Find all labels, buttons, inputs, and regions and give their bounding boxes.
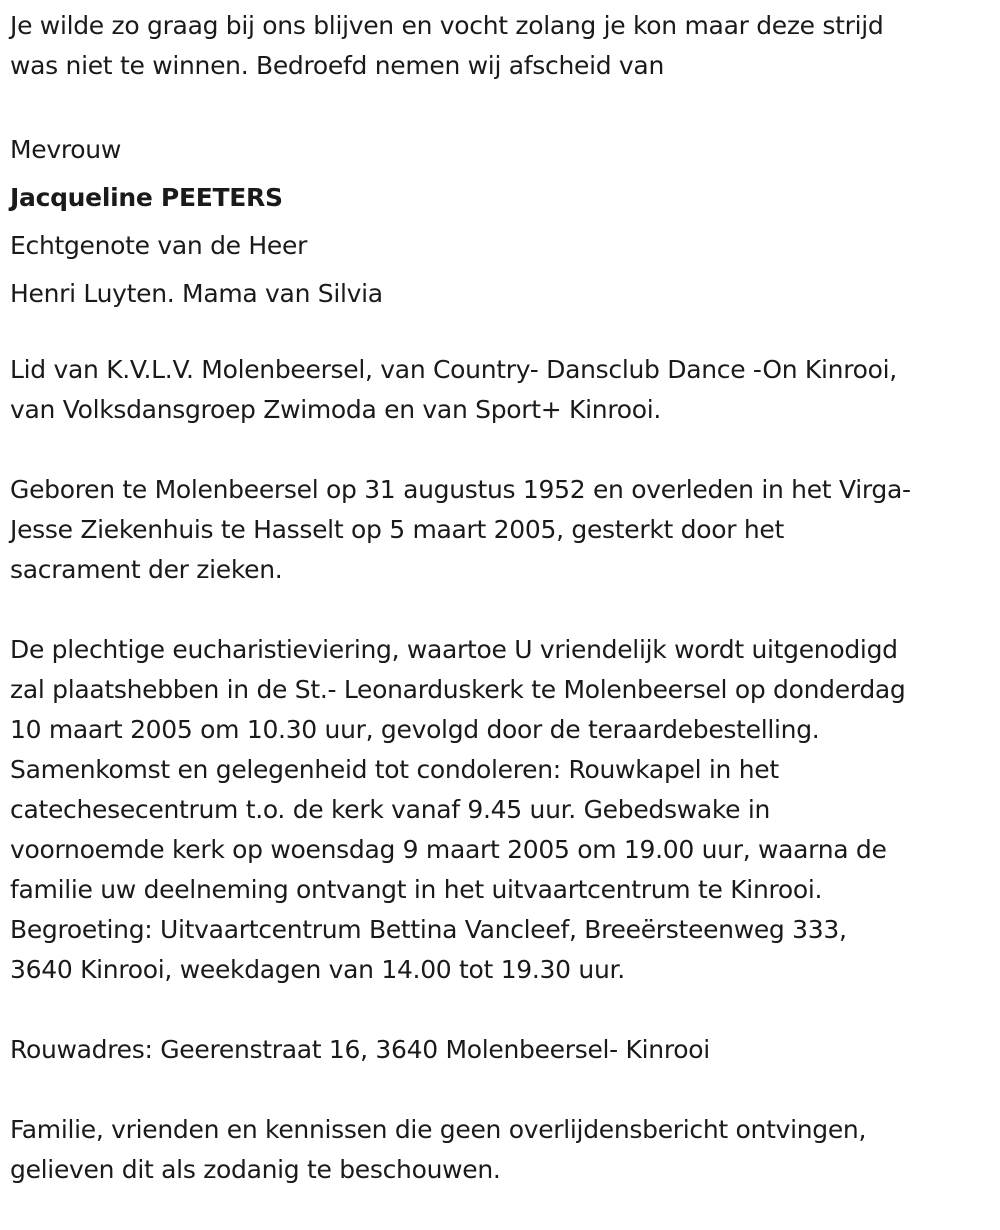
mourning-address: Rouwadres: Geerenstraat 16, 3640 Molenbeersel- Kinrooi: [10, 1035, 710, 1064]
ceremony-line-2: zal plaatshebben in de St.- Leonarduskerk te Molenbeersel op donderdag: [10, 675, 906, 704]
birth-death-paragraph: [10, 470, 995, 590]
ceremony-line-3: 10 maart 2005 om 10.30 uur, gevolgd door de teraardebestelling.: [10, 715, 820, 744]
birth-death-line-2: Jesse Ziekenhuis te Hasselt op 5 maart 2005, gesterkt door het: [10, 515, 784, 544]
memberships-paragraph: [10, 350, 995, 430]
memberships-line-1: Lid van K.V.L.V. Molenbeersel, van Country- Dansclub Dance -On Kinrooi,: [10, 355, 897, 384]
ceremony-line-9: 3640 Kinrooi, weekdagen van 14.00 tot 19.30 uur.: [10, 955, 625, 984]
person-family-line: Henri Luyten. Mama van Silvia: [10, 279, 383, 308]
person-block: [10, 126, 995, 318]
closing-line-1: Familie, vrienden en kennissen die geen overlijdensbericht ontvingen,: [10, 1115, 867, 1144]
ceremony-line-4: Samenkomst en gelegenheid tot condoleren: Rouwkapel in het: [10, 755, 779, 784]
intro-line-2: was niet te winnen. Bedroefd nemen wij afscheid van: [10, 51, 664, 80]
ceremony-line-7: familie uw deelneming ontvangt in het uitvaartcentrum te Kinrooi.: [10, 875, 823, 904]
birth-death-line-3: sacrament der zieken.: [10, 555, 283, 584]
ceremony-line-1: De plechtige eucharistieviering, waartoe U vriendelijk wordt uitgenodigd: [10, 635, 898, 664]
birth-death-line-1: Geboren te Molenbeersel op 31 augustus 1952 en overleden in het Virga-: [10, 475, 911, 504]
person-title: Mevrouw: [10, 135, 121, 164]
intro-line-1: Je wilde zo graag bij ons blijven en vocht zolang je kon maar deze strijd: [10, 11, 884, 40]
ceremony-line-8: Begroeting: Uitvaartcentrum Bettina Vancleef, Breeërsteenweg 333,: [10, 915, 847, 944]
person-name: Jacqueline PEETERS: [10, 183, 283, 212]
closing-paragraph: [10, 1110, 995, 1190]
closing-line-2: gelieven dit als zodanig te beschouwen.: [10, 1155, 501, 1184]
obituary-notice: [10, 6, 995, 1230]
ceremony-line-5: catechesecentrum t.o. de kerk vanaf 9.45 uur. Gebedswake in: [10, 795, 771, 824]
person-spouse-line: Echtgenote van de Heer: [10, 231, 308, 260]
intro-paragraph: [10, 6, 995, 86]
address-paragraph: [10, 1030, 995, 1070]
ceremony-paragraph: [10, 630, 995, 990]
memberships-line-2: van Volksdansgroep Zwimoda en van Sport+ Kinrooi.: [10, 395, 662, 424]
ceremony-line-6: voornoemde kerk op woensdag 9 maart 2005 om 19.00 uur, waarna de: [10, 835, 887, 864]
